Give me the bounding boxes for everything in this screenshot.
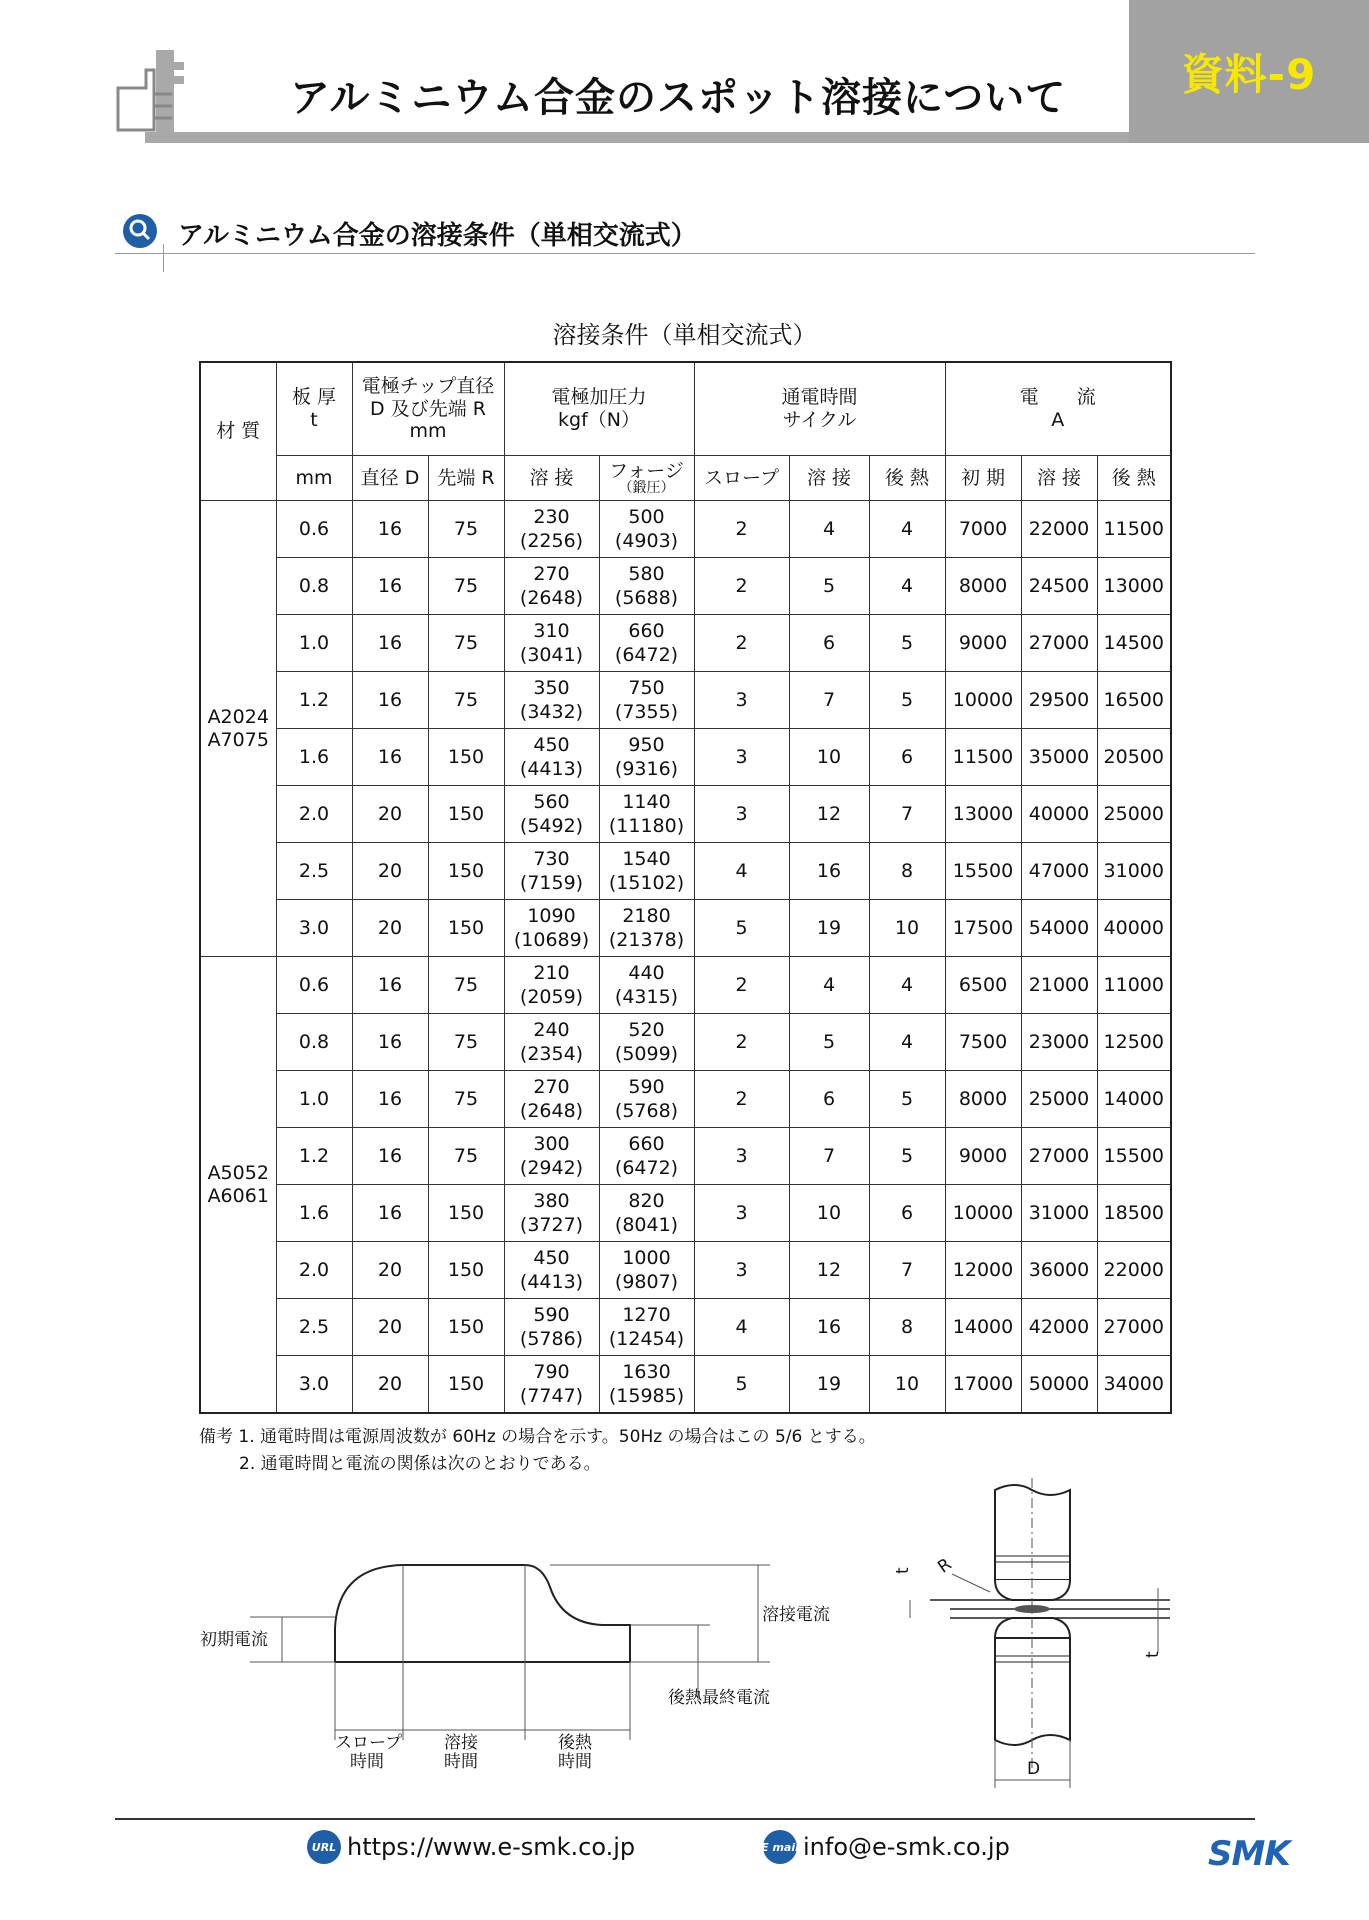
- post-time-cell: 6: [869, 729, 945, 786]
- diameter-cell: 16: [352, 672, 428, 729]
- table-row: [200, 729, 1171, 786]
- header-weld-time: 通電時間 サイクル: [694, 362, 945, 456]
- post-current-cell: 11000: [1097, 957, 1171, 1014]
- table-row: [200, 957, 1171, 1014]
- table-row: [200, 1185, 1171, 1242]
- slope-time-cell: 2: [694, 957, 789, 1014]
- slope-time-cell: 2: [694, 1071, 789, 1128]
- header-current-post: 後 熱: [1097, 456, 1171, 501]
- slope-time-cell: 2: [694, 1014, 789, 1071]
- slope-time-cell: 4: [694, 1299, 789, 1356]
- slope-time-cell: 3: [694, 1185, 789, 1242]
- diameter-cell: 16: [352, 615, 428, 672]
- initial-current-cell: 10000: [945, 672, 1021, 729]
- initial-current-cell: 8000: [945, 558, 1021, 615]
- tip-radius-cell: 75: [428, 1128, 504, 1185]
- weld-time-cell: 4: [789, 957, 869, 1014]
- initial-current-cell: 11500: [945, 729, 1021, 786]
- weld-time-cell: 5: [789, 1014, 869, 1071]
- diagram-post-label-2: 時間: [558, 1752, 592, 1770]
- weld-time-cell: 10: [789, 1185, 869, 1242]
- weld-force-cell: 1090 (10689): [504, 900, 599, 957]
- header-electrode-tip: 電極チップ直径 D 及び先端 R mm: [352, 362, 504, 456]
- footer-email-text[interactable]: info@e-smk.co.jp: [803, 1833, 1010, 1861]
- weld-time-cell: 10: [789, 729, 869, 786]
- remark-2: 2. 通電時間と電流の関係は次のとおりである。: [239, 1454, 601, 1474]
- diameter-cell: 20: [352, 1242, 428, 1299]
- initial-current-cell: 6500: [945, 957, 1021, 1014]
- header-force-weld: 溶 接: [504, 456, 599, 501]
- forge-force-cell: 660 (6472): [599, 1128, 694, 1185]
- initial-current-cell: 14000: [945, 1299, 1021, 1356]
- header-force-forge: フォージ （鍛圧）: [599, 456, 694, 501]
- forge-force-cell: 750 (7355): [599, 672, 694, 729]
- forge-force-cell: 440 (4315): [599, 957, 694, 1014]
- weld-force-cell: 380 (3727): [504, 1185, 599, 1242]
- table-row: [200, 786, 1171, 843]
- slope-time-cell: 4: [694, 843, 789, 900]
- tip-radius-cell: 75: [428, 1071, 504, 1128]
- initial-current-cell: 7500: [945, 1014, 1021, 1071]
- header-current-weld: 溶 接: [1021, 456, 1097, 501]
- forge-force-cell: 580 (5688): [599, 558, 694, 615]
- tip-radius-cell: 150: [428, 786, 504, 843]
- thickness-cell: 0.8: [276, 558, 352, 615]
- thickness-cell: 0.6: [276, 957, 352, 1014]
- footer-email[interactable]: [763, 1830, 1010, 1864]
- diameter-cell: 16: [352, 1014, 428, 1071]
- post-current-cell: 13000: [1097, 558, 1171, 615]
- weld-current-cell: 31000: [1021, 1185, 1097, 1242]
- post-time-cell: 6: [869, 1185, 945, 1242]
- tip-radius-cell: 150: [428, 1242, 504, 1299]
- post-time-cell: 7: [869, 1242, 945, 1299]
- post-current-cell: 12500: [1097, 1014, 1171, 1071]
- table-row: [200, 558, 1171, 615]
- weld-time-cell: 6: [789, 615, 869, 672]
- magnifier-icon: [123, 214, 157, 248]
- electrode-diagram: [890, 1478, 1190, 1798]
- header-material: 材 質: [200, 362, 276, 501]
- section-title: アルミニウム合金の溶接条件（単相交流式）: [178, 221, 697, 251]
- diameter-cell: 20: [352, 900, 428, 957]
- slope-time-cell: 3: [694, 729, 789, 786]
- header-time-slope: スロープ: [694, 456, 789, 501]
- thickness-cell: 1.6: [276, 729, 352, 786]
- thickness-cell: 2.0: [276, 1242, 352, 1299]
- diameter-cell: 16: [352, 1128, 428, 1185]
- forge-force-cell: 950 (9316): [599, 729, 694, 786]
- post-time-cell: 4: [869, 558, 945, 615]
- diameter-cell: 20: [352, 1299, 428, 1356]
- initial-current-cell: 9000: [945, 615, 1021, 672]
- tip-radius-cell: 150: [428, 1185, 504, 1242]
- table-row: [200, 615, 1171, 672]
- table-row: [200, 1128, 1171, 1185]
- weld-time-cell: 7: [789, 1128, 869, 1185]
- weld-current-cell: 27000: [1021, 1128, 1097, 1185]
- diagram-weld-current: 溶接電流: [762, 1605, 830, 1625]
- diagram-post-label-1: 後熱: [558, 1733, 592, 1753]
- table-row: [200, 1242, 1171, 1299]
- footer-rule: [115, 1818, 1255, 1820]
- slope-time-cell: 3: [694, 1242, 789, 1299]
- slope-time-cell: 2: [694, 501, 789, 558]
- header-time-post: 後 熱: [869, 456, 945, 501]
- post-time-cell: 5: [869, 615, 945, 672]
- slope-time-cell: 5: [694, 1356, 789, 1414]
- thickness-cell: 0.8: [276, 1014, 352, 1071]
- initial-current-cell: 10000: [945, 1185, 1021, 1242]
- weld-force-cell: 350 (3432): [504, 672, 599, 729]
- weld-current-cell: 25000: [1021, 1071, 1097, 1128]
- forge-force-cell: 1630 (15985): [599, 1356, 694, 1414]
- forge-force-cell: 1140 (11180): [599, 786, 694, 843]
- initial-current-cell: 12000: [945, 1242, 1021, 1299]
- electrode-d-label: D: [1027, 1759, 1041, 1779]
- post-time-cell: 4: [869, 957, 945, 1014]
- thickness-cell: 2.0: [276, 786, 352, 843]
- weld-time-cell: 6: [789, 1071, 869, 1128]
- weld-current-cell: 21000: [1021, 957, 1097, 1014]
- weld-time-cell: 4: [789, 501, 869, 558]
- weld-current-cell: 50000: [1021, 1356, 1097, 1414]
- welding-conditions-table: [199, 361, 1172, 1414]
- diagram-weld-label-1: 溶接: [444, 1733, 478, 1753]
- post-current-cell: 22000: [1097, 1242, 1171, 1299]
- forge-force-cell: 1000 (9807): [599, 1242, 694, 1299]
- table-row: [200, 1071, 1171, 1128]
- document-tag-label: 資料-9: [1181, 49, 1317, 99]
- table-caption: 溶接条件（単相交流式）: [552, 321, 817, 349]
- post-time-cell: 4: [869, 501, 945, 558]
- post-current-cell: 14500: [1097, 615, 1171, 672]
- header-bar: [145, 132, 1129, 143]
- post-current-cell: 27000: [1097, 1299, 1171, 1356]
- post-time-cell: 10: [869, 900, 945, 957]
- weld-current-cell: 23000: [1021, 1014, 1097, 1071]
- initial-current-cell: 8000: [945, 1071, 1021, 1128]
- weld-force-cell: 270 (2648): [504, 558, 599, 615]
- weld-current-cell: 22000: [1021, 501, 1097, 558]
- weld-current-cell: 27000: [1021, 615, 1097, 672]
- weld-force-cell: 560 (5492): [504, 786, 599, 843]
- diameter-cell: 16: [352, 729, 428, 786]
- tip-radius-cell: 75: [428, 1014, 504, 1071]
- forge-force-cell: 1540 (15102): [599, 843, 694, 900]
- footer-url[interactable]: [307, 1830, 635, 1864]
- electrode-r-label: R: [934, 1554, 956, 1578]
- table-row: [200, 501, 1171, 558]
- remarks: [199, 1424, 876, 1478]
- diameter-cell: 20: [352, 843, 428, 900]
- header-tip-radius: 先端 R: [428, 456, 504, 501]
- thickness-cell: 1.2: [276, 1128, 352, 1185]
- smk-logo: SMK: [1208, 1834, 1290, 1874]
- tip-radius-cell: 75: [428, 957, 504, 1014]
- initial-current-cell: 17500: [945, 900, 1021, 957]
- weld-current-cell: 24500: [1021, 558, 1097, 615]
- header-electrode-force: 電極加圧力 kgf（N）: [504, 362, 694, 456]
- diagram-weld-label-2: 時間: [444, 1752, 478, 1770]
- tip-radius-cell: 150: [428, 843, 504, 900]
- thickness-cell: 2.5: [276, 843, 352, 900]
- forge-force-cell: 820 (8041): [599, 1185, 694, 1242]
- weld-time-cell: 19: [789, 900, 869, 957]
- weld-force-cell: 590 (5786): [504, 1299, 599, 1356]
- header-diameter: 直径 D: [352, 456, 428, 501]
- thickness-cell: 2.5: [276, 1299, 352, 1356]
- url-badge-icon: URL: [307, 1830, 341, 1864]
- diameter-cell: 16: [352, 1185, 428, 1242]
- weld-time-cell: 7: [789, 672, 869, 729]
- weld-current-cell: 40000: [1021, 786, 1097, 843]
- thickness-cell: 1.6: [276, 1185, 352, 1242]
- weld-current-cell: 36000: [1021, 1242, 1097, 1299]
- weld-force-cell: 270 (2648): [504, 1071, 599, 1128]
- post-time-cell: 5: [869, 1128, 945, 1185]
- post-current-cell: 18500: [1097, 1185, 1171, 1242]
- slope-time-cell: 3: [694, 1128, 789, 1185]
- weld-force-cell: 210 (2059): [504, 957, 599, 1014]
- slope-time-cell: 3: [694, 672, 789, 729]
- header-hand-icon: [110, 48, 190, 140]
- table-row: [200, 1356, 1171, 1414]
- table-row: [200, 1299, 1171, 1356]
- tip-radius-cell: 150: [428, 900, 504, 957]
- post-current-cell: 15500: [1097, 1128, 1171, 1185]
- header-time-weld: 溶 接: [789, 456, 869, 501]
- tip-radius-cell: 75: [428, 558, 504, 615]
- electrode-t-top-label: t: [893, 1567, 913, 1574]
- post-time-cell: 8: [869, 843, 945, 900]
- section-underline: [115, 253, 1255, 254]
- forge-force-cell: 590 (5768): [599, 1071, 694, 1128]
- section-divider: [163, 244, 164, 272]
- diameter-cell: 16: [352, 1071, 428, 1128]
- weld-current-cell: 47000: [1021, 843, 1097, 900]
- post-time-cell: 5: [869, 672, 945, 729]
- weld-current-cell: 29500: [1021, 672, 1097, 729]
- thickness-cell: 1.0: [276, 1071, 352, 1128]
- slope-time-cell: 3: [694, 786, 789, 843]
- header-thickness-unit: mm: [276, 456, 352, 501]
- current-timing-diagram: [190, 1545, 850, 1770]
- initial-current-cell: 9000: [945, 1128, 1021, 1185]
- document-tag: [1129, 0, 1369, 143]
- post-current-cell: 25000: [1097, 786, 1171, 843]
- post-current-cell: 40000: [1097, 900, 1171, 957]
- post-current-cell: 31000: [1097, 843, 1171, 900]
- initial-current-cell: 7000: [945, 501, 1021, 558]
- diagram-slope-label-1: スロープ: [335, 1733, 403, 1753]
- slope-time-cell: 5: [694, 900, 789, 957]
- weld-current-cell: 42000: [1021, 1299, 1097, 1356]
- tip-radius-cell: 150: [428, 1299, 504, 1356]
- tip-radius-cell: 150: [428, 729, 504, 786]
- slope-time-cell: 2: [694, 558, 789, 615]
- footer-url-text[interactable]: https://www.e-smk.co.jp: [347, 1833, 636, 1861]
- table-row: [200, 672, 1171, 729]
- post-current-cell: 20500: [1097, 729, 1171, 786]
- diameter-cell: 16: [352, 501, 428, 558]
- post-time-cell: 4: [869, 1014, 945, 1071]
- post-time-cell: 5: [869, 1071, 945, 1128]
- table-row: [200, 1014, 1171, 1071]
- weld-time-cell: 12: [789, 786, 869, 843]
- forge-force-cell: 660 (6472): [599, 615, 694, 672]
- thickness-cell: 3.0: [276, 900, 352, 957]
- diameter-cell: 16: [352, 558, 428, 615]
- post-time-cell: 7: [869, 786, 945, 843]
- post-time-cell: 8: [869, 1299, 945, 1356]
- weld-force-cell: 450 (4413): [504, 729, 599, 786]
- tip-radius-cell: 75: [428, 615, 504, 672]
- weld-force-cell: 240 (2354): [504, 1014, 599, 1071]
- slope-time-cell: 2: [694, 615, 789, 672]
- initial-current-cell: 17000: [945, 1356, 1021, 1414]
- thickness-cell: 1.0: [276, 615, 352, 672]
- table-row: [200, 900, 1171, 957]
- weld-force-cell: 300 (2942): [504, 1128, 599, 1185]
- weld-time-cell: 12: [789, 1242, 869, 1299]
- diameter-cell: 20: [352, 1356, 428, 1414]
- tip-radius-cell: 75: [428, 672, 504, 729]
- post-current-cell: 14000: [1097, 1071, 1171, 1128]
- thickness-cell: 1.2: [276, 672, 352, 729]
- weld-current-cell: 54000: [1021, 900, 1097, 957]
- post-current-cell: 11500: [1097, 501, 1171, 558]
- thickness-cell: 3.0: [276, 1356, 352, 1414]
- header-thickness: 板 厚 t: [276, 362, 352, 456]
- initial-current-cell: 15500: [945, 843, 1021, 900]
- initial-current-cell: 13000: [945, 786, 1021, 843]
- mail-badge-icon: E mail: [763, 1830, 797, 1864]
- header-current-initial: 初 期: [945, 456, 1021, 501]
- diagram-initial-current: 初期電流: [200, 1630, 268, 1650]
- diameter-cell: 16: [352, 957, 428, 1014]
- forge-force-cell: 500 (4903): [599, 501, 694, 558]
- remark-1: 備考 1. 通電時間は電源周波数が 60Hz の場合を示す。50Hz の場合はこの 5/6 とする。: [199, 1427, 876, 1447]
- post-current-cell: 16500: [1097, 672, 1171, 729]
- forge-force-cell: 520 (5099): [599, 1014, 694, 1071]
- weld-time-cell: 16: [789, 843, 869, 900]
- weld-time-cell: 19: [789, 1356, 869, 1414]
- table-row: [200, 843, 1171, 900]
- post-time-cell: 10: [869, 1356, 945, 1414]
- weld-time-cell: 5: [789, 558, 869, 615]
- weld-current-cell: 35000: [1021, 729, 1097, 786]
- weld-time-cell: 16: [789, 1299, 869, 1356]
- tip-radius-cell: 150: [428, 1356, 504, 1414]
- diagram-post-final-current: 後熱最終電流: [668, 1688, 770, 1708]
- diameter-cell: 20: [352, 786, 428, 843]
- diagram-slope-label-2: 時間: [350, 1752, 384, 1770]
- header-current: 電 流 A: [945, 362, 1171, 456]
- thickness-cell: 0.6: [276, 501, 352, 558]
- page-title: アルミニウム合金のスポット溶接について: [290, 75, 1067, 121]
- weld-force-cell: 790 (7747): [504, 1356, 599, 1414]
- tip-radius-cell: 75: [428, 501, 504, 558]
- weld-force-cell: 310 (3041): [504, 615, 599, 672]
- post-current-cell: 34000: [1097, 1356, 1171, 1414]
- material-cell: A5052 A6061: [200, 957, 276, 1414]
- forge-force-cell: 1270 (12454): [599, 1299, 694, 1356]
- weld-force-cell: 730 (7159): [504, 843, 599, 900]
- weld-force-cell: 450 (4413): [504, 1242, 599, 1299]
- forge-force-cell: 2180 (21378): [599, 900, 694, 957]
- electrode-t-right-label: t: [1143, 1651, 1163, 1658]
- weld-force-cell: 230 (2256): [504, 501, 599, 558]
- material-cell: A2024 A7075: [200, 501, 276, 957]
